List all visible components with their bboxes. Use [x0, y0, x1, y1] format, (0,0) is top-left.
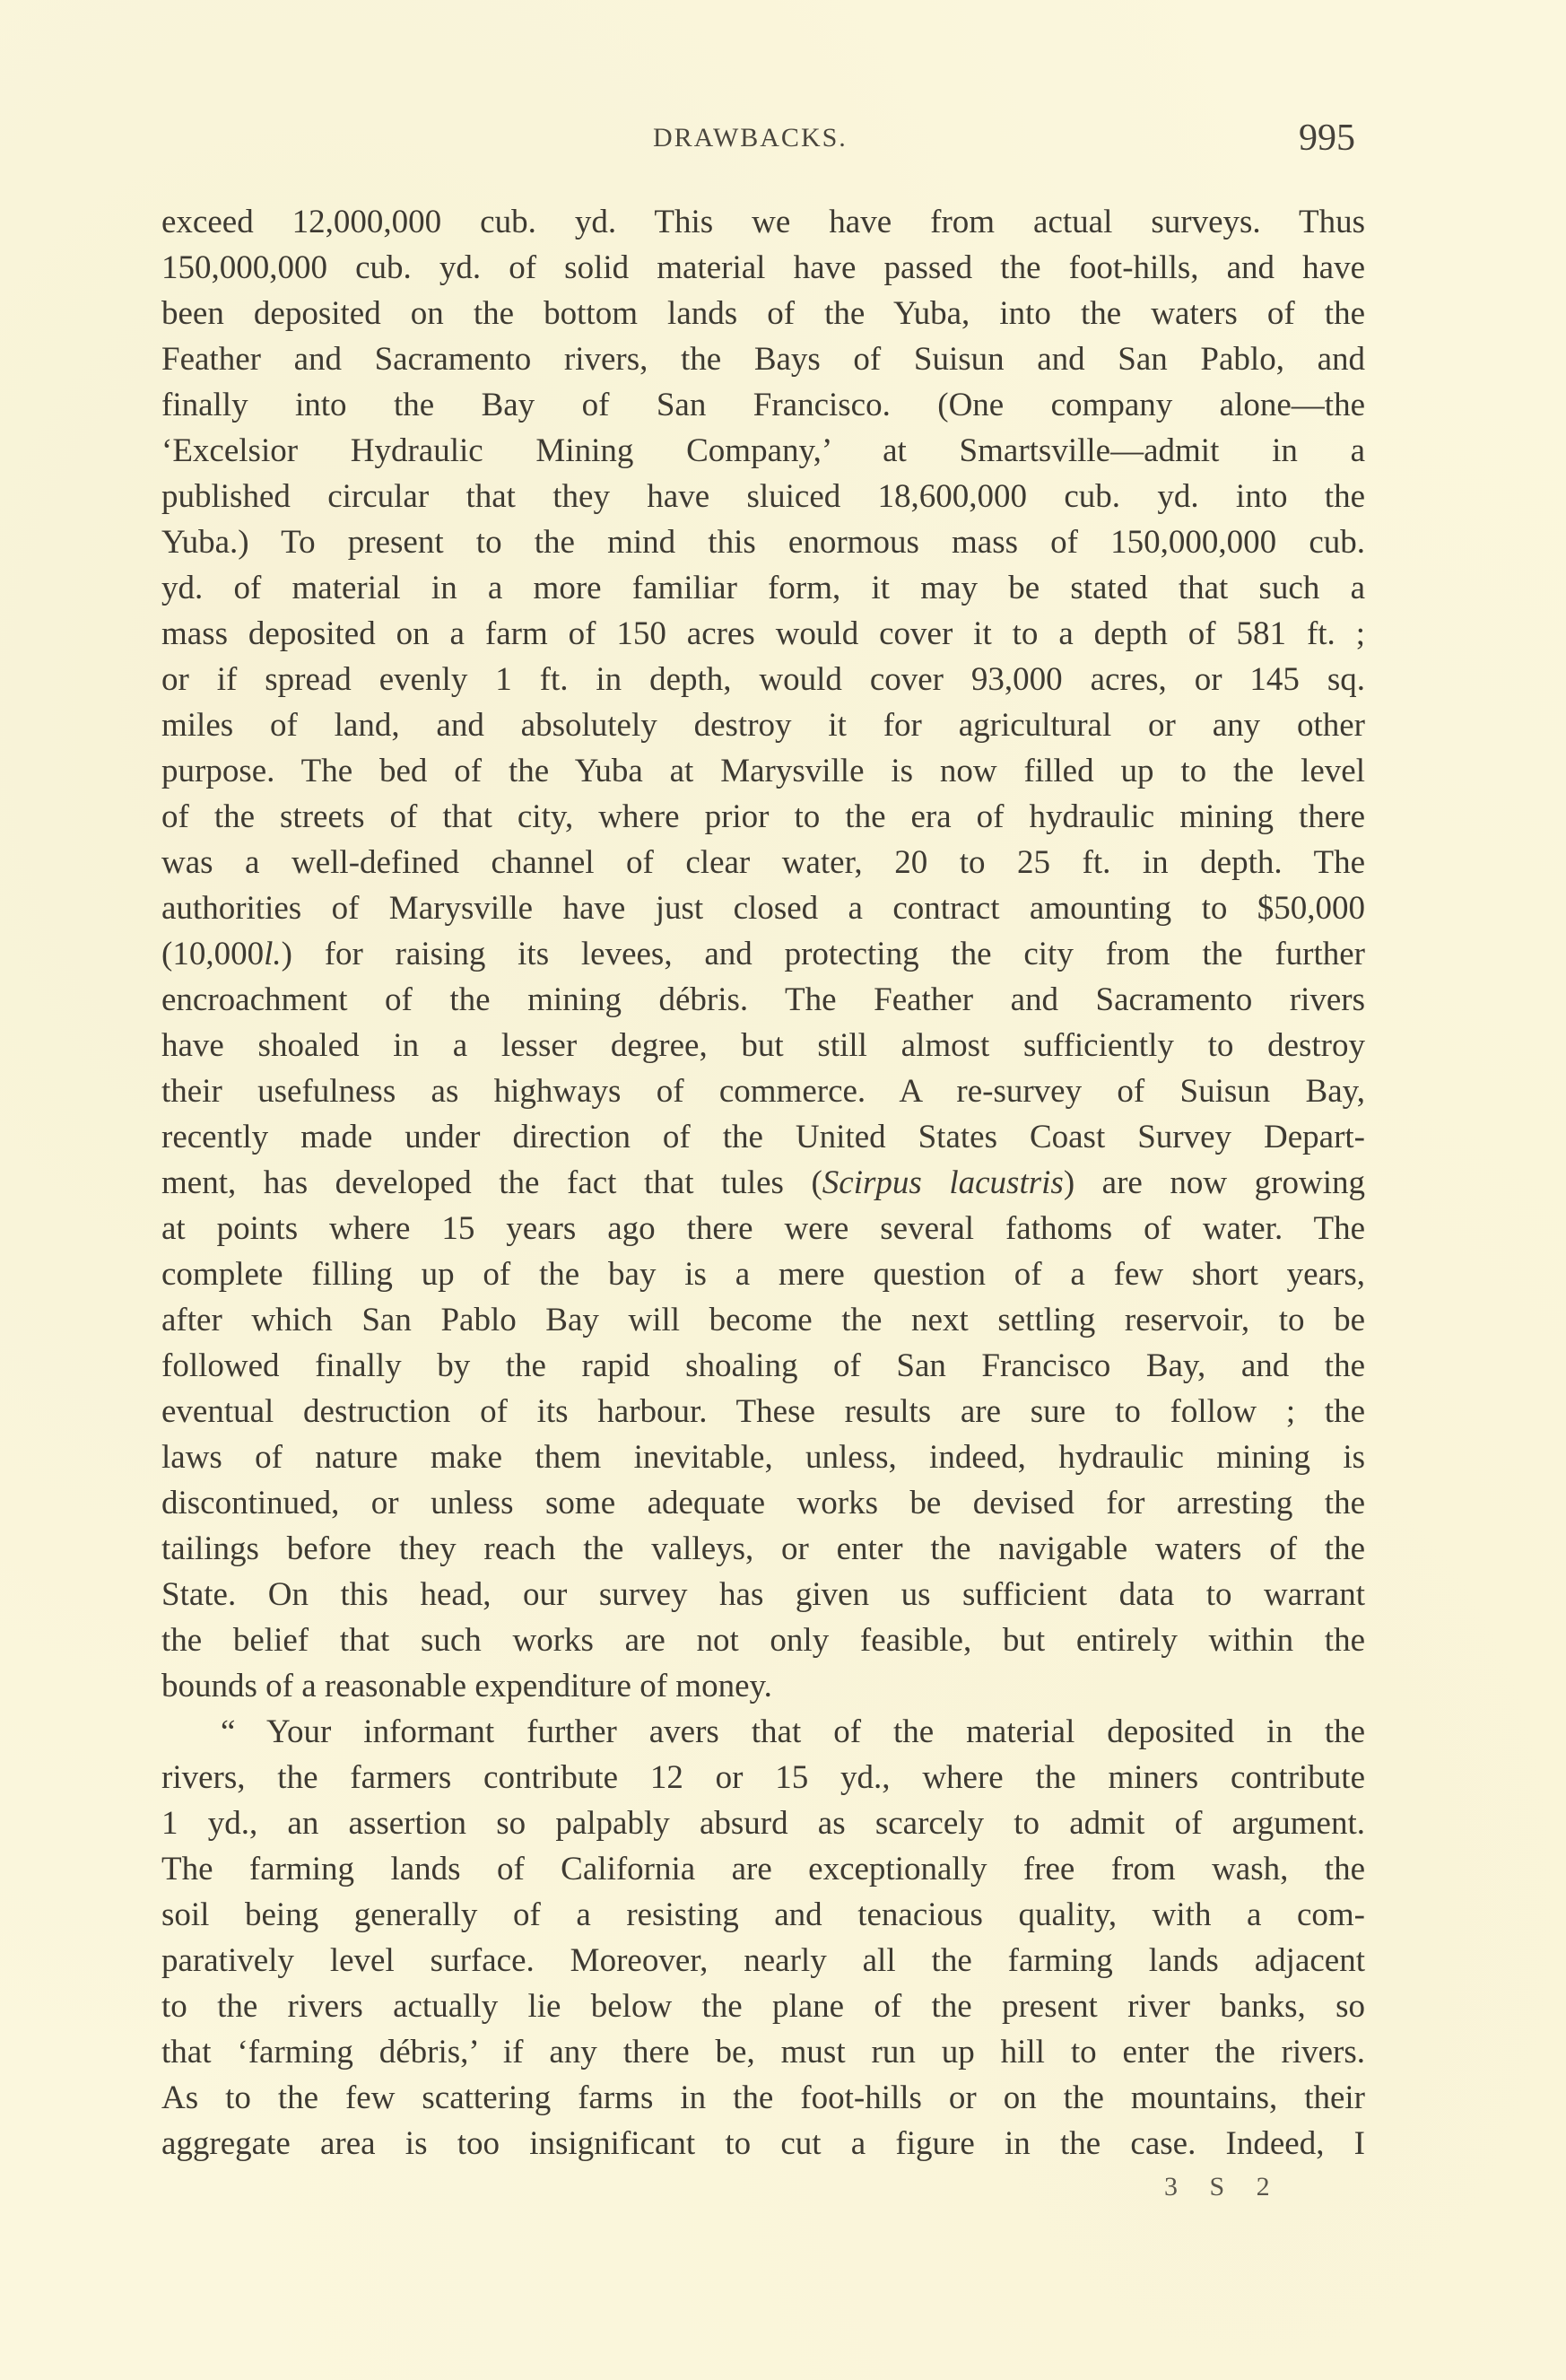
text-segment: followed finally by the rapid shoaling of San Francisco Bay, and the	[161, 1347, 1365, 1384]
text-segment: tailings before they reach the valleys, or enter the navigable waters of the	[161, 1530, 1365, 1567]
text-segment: at points where 15 years ago there were several fathoms of water. The	[161, 1210, 1365, 1247]
text-line	[161, 1755, 1365, 1800]
text-segment: authorities of Marysville have just closed a contract amounting to $50,000	[161, 890, 1365, 927]
text-line	[161, 1206, 1365, 1251]
page-number: 995	[1299, 118, 1355, 159]
text-line	[161, 1114, 1365, 1160]
text-line	[161, 1846, 1365, 1892]
text-segment: their usefulness as highways of commerce. A re-survey of Suisun Bay,	[161, 1073, 1365, 1110]
italic-text: Scirpus lacustris	[822, 1164, 1064, 1201]
italic-text: l.	[264, 936, 282, 972]
text-segment: miles of land, and absolutely destroy it for agricultural or any other	[161, 707, 1365, 744]
text-segment: the belief that such works are not only feasible, but entirely within the	[161, 1622, 1365, 1659]
text-line	[161, 245, 1365, 291]
text-segment: “ Your informant further avers that of the material deposited in the	[221, 1713, 1365, 1750]
signature-mark: 3 S 2	[1164, 2172, 1283, 2201]
text-segment: of the streets of that city, where prior to the era of hydraulic mining there	[161, 798, 1365, 835]
text-line	[161, 2029, 1365, 2075]
text-segment: yd. of material in a more familiar form, it may be stated that such a	[161, 570, 1365, 606]
text-line	[161, 428, 1365, 474]
running-title: DRAWBACKS.	[653, 123, 848, 153]
text-segment: exceed 12,000,000 cub. yd. This we have from actual surveys. Thus	[161, 204, 1365, 240]
text-segment: eventual destruction of its harbour. These results are sure to follow ; the	[161, 1393, 1365, 1430]
text-line	[161, 291, 1365, 336]
text-line	[161, 931, 1365, 977]
text-segment: published circular that they have sluiced 18,600,000 cub. yd. into the	[161, 478, 1365, 515]
text-line	[161, 1663, 1365, 1709]
text-segment: Feather and Sacramento rivers, the Bays of Suisun and San Pablo, and	[161, 341, 1365, 378]
text-segment: paratively level surface. Moreover, nearly all the farming lands adjacent	[161, 1942, 1365, 1979]
text-line	[161, 885, 1365, 931]
text-line	[161, 1983, 1365, 2029]
text-line	[161, 565, 1365, 611]
text-segment: State. On this head, our survey has given us sufficient data to warrant	[161, 1576, 1365, 1613]
running-head	[0, 118, 1566, 159]
text-line	[161, 2121, 1365, 2166]
text-segment: rivers, the farmers contribute 12 or 15 yd., where the miners contribute	[161, 1759, 1365, 1796]
text-line	[161, 1617, 1365, 1663]
text-line	[161, 474, 1365, 519]
text-line	[161, 977, 1365, 1023]
text-line	[161, 382, 1365, 428]
text-line	[161, 1297, 1365, 1343]
text-segment: complete filling up of the bay is a mere question of a few short years,	[161, 1256, 1365, 1293]
text-line	[161, 840, 1365, 885]
text-line	[161, 1572, 1365, 1617]
text-line	[161, 1480, 1365, 1526]
text-line	[161, 1709, 1365, 1755]
text-segment: discontinued, or unless some adequate works be devised for arresting the	[161, 1485, 1365, 1521]
text-segment: ) for raising its levees, and protecting the city from the further	[281, 936, 1365, 972]
text-line	[161, 1389, 1365, 1434]
text-line	[161, 611, 1365, 657]
text-segment: Yuba.) To present to the mind this enormous mass of 150,000,000 cub.	[161, 524, 1365, 561]
text-line	[161, 1251, 1365, 1297]
text-segment: soil being generally of a resisting and tenacious quality, with a com-	[161, 1896, 1365, 1933]
text-line	[161, 1160, 1365, 1206]
text-segment: was a well-defined channel of clear water, 20 to 25 ft. in depth. The	[161, 844, 1365, 881]
text-line	[161, 1800, 1365, 1846]
text-segment: laws of nature make them inevitable, unless, indeed, hydraulic mining is	[161, 1439, 1365, 1476]
text-line	[161, 1343, 1365, 1389]
text-line	[161, 748, 1365, 794]
text-line	[161, 1023, 1365, 1068]
text-segment: 1 yd., an assertion so palpably absurd as scarcely to admit of argument.	[161, 1805, 1365, 1842]
text-segment: ) are now growing	[1063, 1164, 1365, 1201]
text-segment: purpose. The bed of the Yuba at Marysville is now filled up to the level	[161, 753, 1365, 789]
text-segment: recently made under direction of the United States Coast Survey Depart-	[161, 1119, 1365, 1155]
text-segment: encroachment of the mining débris. The Feather and Sacramento rivers	[161, 981, 1365, 1018]
text-segment: finally into the Bay of San Francisco. (One company alone—the	[161, 387, 1365, 423]
text-line	[161, 1434, 1365, 1480]
text-segment: mass deposited on a farm of 150 acres would cover it to a depth of 581 ft. ;	[161, 615, 1365, 652]
text-segment: aggregate area is too insignificant to cut a figure in the case. Indeed, I	[161, 2125, 1365, 2162]
text-segment: or if spread evenly 1 ft. in depth, would cover 93,000 acres, or 145 sq.	[161, 661, 1365, 698]
text-segment: ‘Excelsior Hydraulic Mining Company,’ at Smartsville—admit in a	[161, 432, 1365, 469]
text-segment: have shoaled in a lesser degree, but still almost sufficiently to destroy	[161, 1027, 1365, 1064]
text-line	[161, 1892, 1365, 1938]
text-line	[161, 657, 1365, 702]
text-line	[161, 336, 1365, 382]
text-segment: The farming lands of California are exceptionally free from wash, the	[161, 1851, 1365, 1887]
text-segment: 150,000,000 cub. yd. of solid material have passed the foot-hills, and have	[161, 249, 1365, 286]
text-line	[161, 1068, 1365, 1114]
text-line	[161, 794, 1365, 840]
text-line	[161, 2075, 1365, 2121]
text-segment: been deposited on the bottom lands of the Yuba, into the waters of the	[161, 295, 1365, 332]
text-segment: ment, has developed the fact that tules (	[161, 1164, 822, 1201]
text-line	[161, 1938, 1365, 1983]
body-text	[161, 199, 1365, 2166]
text-segment: to the rivers actually lie below the plane of the present river banks, so	[161, 1988, 1365, 2025]
text-line	[161, 702, 1365, 748]
text-line	[161, 199, 1365, 245]
text-segment: (10,000	[161, 936, 265, 972]
text-segment: As to the few scattering farms in the foot-hills or on the mountains, their	[161, 2079, 1365, 2116]
text-line	[161, 1526, 1365, 1572]
paragraph	[161, 1709, 1365, 2166]
text-segment: bounds of a reasonable expenditure of money.	[161, 1668, 772, 1704]
text-line	[161, 519, 1365, 565]
text-segment: that ‘farming débris,’ if any there be, must run up hill to enter the rivers.	[161, 2034, 1365, 2071]
text-segment: after which San Pablo Bay will become the next settling reservoir, to be	[161, 1302, 1365, 1338]
paragraph	[161, 199, 1365, 1709]
